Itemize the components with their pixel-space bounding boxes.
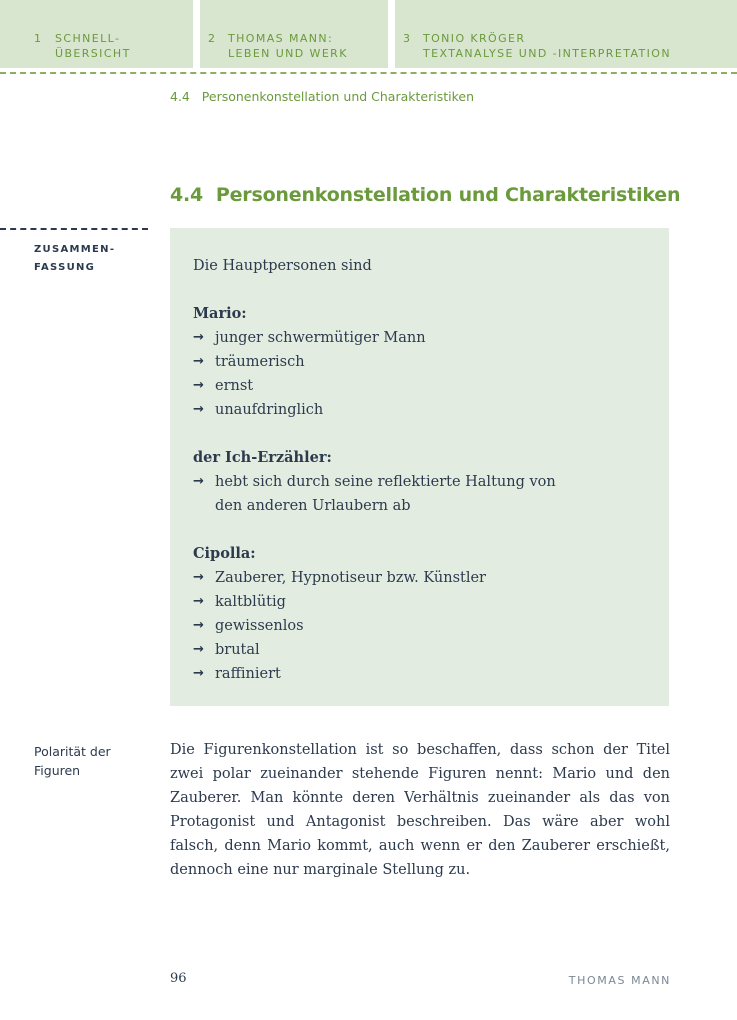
list-item: → kaltblütig bbox=[193, 590, 645, 614]
person-name: Cipolla: bbox=[193, 545, 256, 562]
summary-intro: Die Hauptpersonen sind bbox=[193, 258, 372, 274]
list-item: → träumerisch bbox=[193, 350, 645, 374]
nav-tab-leben-und-werk[interactable] bbox=[200, 0, 388, 68]
arrow-right-icon: → bbox=[193, 330, 204, 345]
arrow-right-icon: → bbox=[193, 594, 204, 609]
summary-label-line1: ZUSAMMEN- bbox=[34, 244, 116, 255]
arrow-right-icon: → bbox=[193, 402, 204, 417]
person-name: der Ich-Erzähler: bbox=[193, 449, 332, 466]
list-item: → brutal bbox=[193, 638, 645, 662]
chapter-navigation bbox=[0, 0, 737, 68]
nav-tab-label: TONIO KRÖGER TEXTANALYSE UND -INTERPRETATION bbox=[423, 32, 671, 60]
list-item: → hebt sich durch seine reflektierte Haltung von den anderen Urlaubern ab bbox=[193, 470, 645, 518]
list-item: → ernst bbox=[193, 374, 645, 398]
arrow-right-icon: → bbox=[193, 378, 204, 393]
arrow-right-icon: → bbox=[193, 666, 204, 681]
arrow-right-icon: → bbox=[193, 354, 204, 369]
nav-tab-label: THOMAS MANN: LEBEN UND WERK bbox=[228, 32, 348, 60]
list-item: → junger schwermütiger Mann bbox=[193, 326, 645, 350]
list-item: → gewissenlos bbox=[193, 614, 645, 638]
nav-tab-number: 1 bbox=[34, 32, 43, 45]
polarity-margin-label: Polarität der Figuren bbox=[34, 744, 111, 778]
sidebar-divider bbox=[0, 228, 148, 230]
arrow-right-icon: → bbox=[193, 474, 204, 489]
nav-tab-number: 3 bbox=[403, 32, 412, 45]
person-cipolla bbox=[193, 542, 645, 686]
body-paragraph: Die Figurenkonstellation ist so beschaffen, dass schon der Titel zwei polar zueinander stehende Figuren nennt: Mario und den Zauberer. Man könnte deren Verhältnis zueinander als das von Protagonist und Antagonist beschreiben. Das wäre aber wohl falsch, denn Mario kommt, auch wenn er den Zauberer erschießt, dennoch eine nur marginale Stellung zu. bbox=[170, 742, 670, 878]
footer-author: THOMAS MANN bbox=[568, 974, 671, 987]
summary-label-line2: FASSUNG bbox=[34, 262, 96, 273]
running-head: 4.4 Personenkonstellation und Charakteristiken bbox=[170, 89, 475, 104]
arrow-right-icon: → bbox=[193, 642, 204, 657]
nav-tab-textanalyse[interactable] bbox=[395, 0, 737, 68]
arrow-right-icon: → bbox=[193, 570, 204, 585]
header-divider bbox=[0, 72, 737, 74]
arrow-right-icon: → bbox=[193, 618, 204, 633]
nav-tab-schnelluebersicht[interactable] bbox=[0, 0, 193, 68]
page-number: 96 bbox=[170, 971, 187, 986]
nav-tab-label: SCHNELL- ÜBERSICHT bbox=[55, 32, 131, 60]
list-item: → Zauberer, Hypnotiseur bzw. Künstler bbox=[193, 566, 645, 590]
nav-tab-number: 2 bbox=[208, 32, 217, 45]
person-ich-erzaehler bbox=[193, 446, 645, 518]
list-item: → unaufdringlich bbox=[193, 398, 645, 422]
person-mario bbox=[193, 302, 645, 422]
person-name: Mario: bbox=[193, 305, 247, 322]
summary-box bbox=[170, 228, 669, 706]
section-title: 4.4 Personenkonstellation und Charakteristiken bbox=[170, 184, 681, 206]
summary-margin-label bbox=[34, 241, 115, 277]
list-item: → raffiniert bbox=[193, 662, 645, 686]
